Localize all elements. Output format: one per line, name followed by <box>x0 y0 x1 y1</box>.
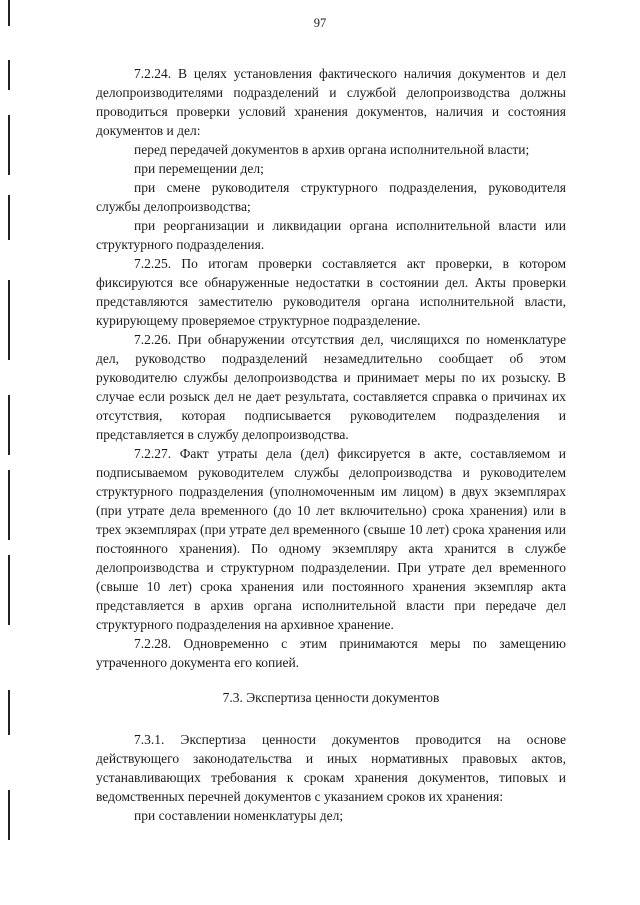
paragraph-7-2-24: 7.2.24. В целях установления фактического наличия документов и дел делопроизводителями подразделений и службой делопроизводства должны проводиться проверки условий хранения документов, наличия и состояния документов и дел: <box>96 66 566 138</box>
paragraph-7-2-26: 7.2.26. При обнаружении отсутствия дел, числящихся по номенклатуре дел, руководство подразделений незамедлительно сообщает об этом руководителю службы делопроизводства и принимает меры по их розыску. В случае если розыск дел не дает результата, составляется справка о причинах их отсутствия, которая подписывается руководителем подразделения и представляется в службу делопроизводства. <box>96 332 566 442</box>
scan-mark <box>8 195 10 240</box>
scan-mark <box>8 115 10 175</box>
scan-mark <box>8 470 10 540</box>
scan-mark <box>8 555 10 625</box>
scan-mark <box>8 280 10 360</box>
document-body <box>96 64 566 825</box>
scan-mark <box>8 60 10 90</box>
paragraph-7-2-25: 7.2.25. По итогам проверки составляется акт проверки, в котором фиксируются все обнаруженные недостатки в состоянии дел. Акты проверки представляются заместителю руководителя органа исполнительной власти, курирующему проверяемое структурное подразделение. <box>96 256 566 328</box>
scan-mark <box>8 395 10 455</box>
scan-mark <box>8 790 10 840</box>
list-item-reorganization: при реорганизации и ликвидации органа исполнительной власти или структурного подразделения. <box>96 218 566 252</box>
paragraph-7-3-1: 7.3.1. Экспертиза ценности документов проводится на основе действующего законодательства и иных нормативных правовых актов, устанавливающих требования к срокам хранения документов, типовых и ведомственных перечней документов с указанием сроков их хранения: <box>96 732 566 804</box>
list-item-head-change: при смене руководителя структурного подразделения, руководителя службы делопроизводства; <box>96 180 566 214</box>
paragraph-7-2-28: 7.2.28. Одновременно с этим принимаются меры по замещению утраченного документа его копией. <box>96 636 566 670</box>
page-number: 97 <box>313 16 327 30</box>
section-heading: 7.3. Экспертиза ценности документов <box>222 690 440 705</box>
paragraph-7-2-27: 7.2.27. Факт утраты дела (дел) фиксируется в акте, составляемом и подписываемом руководителем службы делопроизводства и руководителем структурного подразделения (уполномоченным им лицом) в двух экземплярах (при утрате дела временного (до 10 лет включительно) срока хранения) или в трех экземплярах (при утрате дел временного (свыше 10 лет) срока хранения или постоянного хранения). По одному экземпляру акта хранится в службе делопроизводства и структурном подразделении. При утрате дел временного (свыше 10 лет) срока хранения или постоянного хранения экземпляр акта представляется в архив органа исполнительной власти при передаче дел структурного подразделения на архивное хранение. <box>96 446 566 632</box>
list-item-nomenclature: при составлении номенклатуры дел; <box>134 808 344 823</box>
list-item-archive-transfer: перед передачей документов в архив органа исполнительной власти; <box>134 142 530 157</box>
scan-mark <box>8 690 10 735</box>
list-item-relocation: при перемещении дел; <box>134 161 264 176</box>
